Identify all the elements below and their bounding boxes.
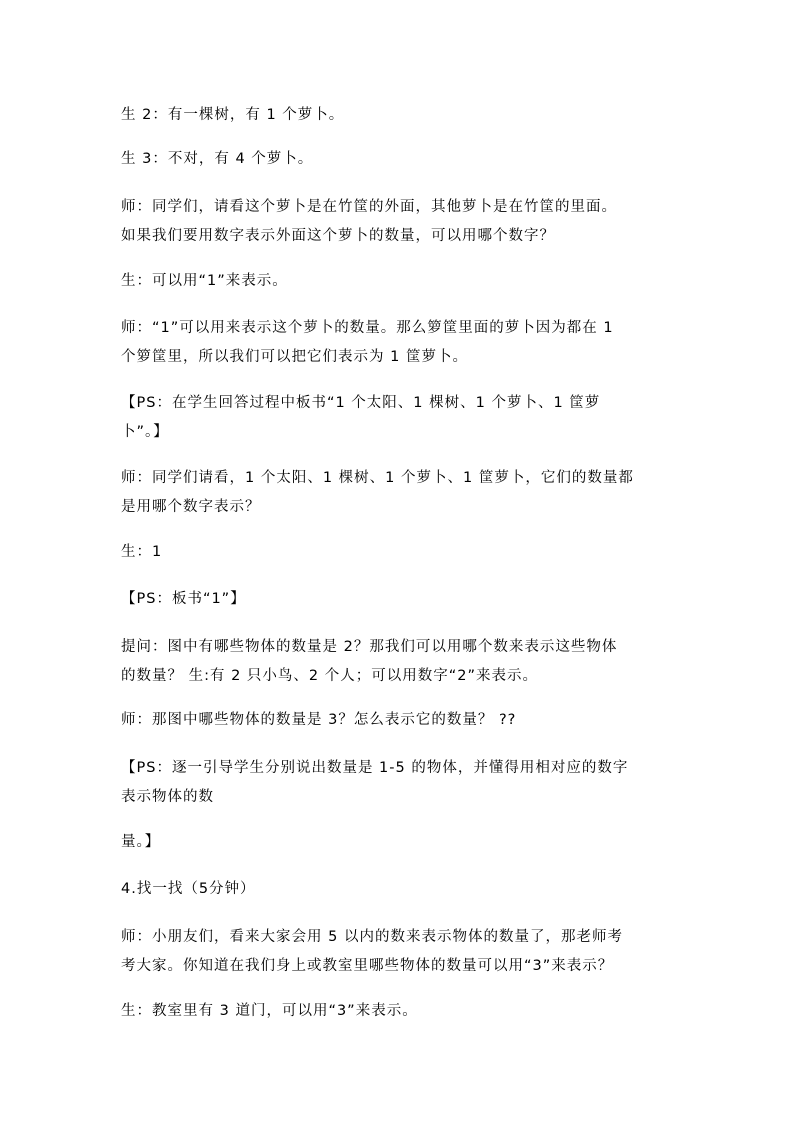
paragraph-teacher-quiz [121,923,681,981]
paragraph-teacher-explain [121,314,681,372]
text-line: 【PS：板书“1”】 [121,591,246,607]
paragraph-ps-guide-end [121,828,681,857]
paragraph-teacher-summary [121,464,681,522]
text-line: 生 2：有一棵树，有 1 个萝卜。 [121,107,345,123]
text-line: 考大家。你知道在我们身上或教室里哪些物体的数量可以用“3”来表示？ [121,958,614,974]
text-line: 生：可以用“1”来表示。 [121,273,288,289]
text-line: 4.找一找（5分钟） [121,881,256,897]
text-line: 个箩筐里，所以我们可以把它们表示为 1 筐萝卜。 [121,349,468,365]
text-line: 师：同学们请看，1 个太阳、1 棵树、1 个萝卜、1 筐萝卜，它们的数量都 [121,470,634,486]
paragraph-ps-board-1 [121,389,681,447]
paragraph-student-doors [121,997,681,1026]
text-line: 【PS：逐一引导学生分别说出数量是 1-5 的物体，并懂得用相对应的数字 [121,760,629,776]
paragraph-teacher-three [121,706,681,735]
text-line: 如果我们要用数字表示外面这个萝卜的数量，可以用哪个数字？ [121,228,555,244]
text-line: 师：那图中哪些物体的数量是 3？怎么表示它的数量？ ?? [121,712,517,728]
text-line: 量。】 [121,834,161,850]
paragraph-student3 [121,145,681,174]
paragraph-teacher-question [121,193,681,251]
paragraph-ps-board-2 [121,585,681,614]
paragraph-ps-guide [121,754,681,812]
paragraph-student-one [121,538,681,567]
text-line: 生：教室里有 3 道门，可以用“3”来表示。 [121,1003,418,1019]
text-line: 是用哪个数字表示？ [121,499,261,515]
paragraph-student-answer [121,267,681,296]
text-line: 师：小朋友们，看来大家会用 5 以内的数来表示物体的数量了，那老师考 [121,929,623,945]
text-line: 【PS：在学生回答过程中板书“1 个太阳、1 棵树、1 个萝卜、1 筐萝 [121,395,601,411]
text-line: 表示物体的数 [121,789,214,805]
paragraph-question-two [121,633,681,691]
paragraph-student2 [121,101,681,130]
text-line: 生 3：不对，有 4 个萝卜。 [121,151,314,167]
text-line: 师：同学们，请看这个萝卜是在竹筐的外面，其他萝卜是在竹筐的里面。 [121,199,617,215]
text-line: 生：1 [121,544,163,560]
text-line: 师：“1”可以用来表示这个萝卜的数量。那么箩筐里面的萝卜因为都在 1 [121,320,614,336]
section-heading-find [121,875,681,904]
text-line: 提问：图中有哪些物体的数量是 2？那我们可以用哪个数来表示这些物体 [121,639,618,655]
text-line: 卜”。】 [121,424,169,440]
text-line: 的数量？ 生:有 2 只小鸟、2 个人；可以用数字“2”来表示。 [121,668,539,684]
